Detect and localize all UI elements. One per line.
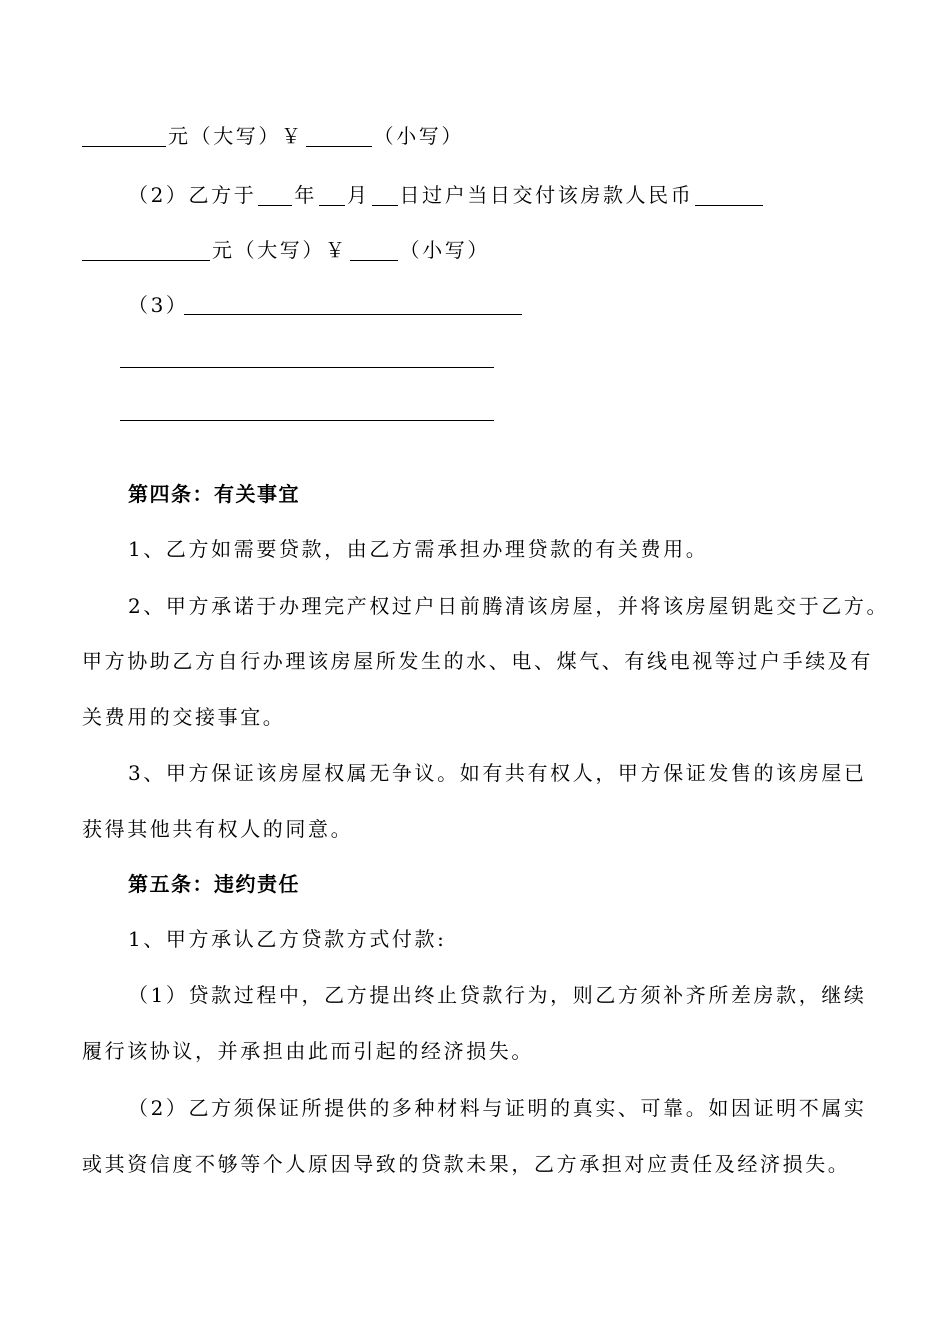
section-4-item-2b: 甲方协助乙方自行办理该房屋所发生的水、电、煤气、有线电视等过户手续及有 (82, 649, 873, 673)
blank-rmb (695, 185, 763, 206)
payment-line-3 (82, 238, 490, 262)
blank-amount (82, 126, 166, 147)
section-5-item-1: 1、甲方承认乙方贷款方式付款: (128, 927, 447, 951)
blank-line-3a (184, 314, 522, 315)
blank-line-3b (120, 367, 494, 368)
amount-label-digits: （小写） (373, 124, 465, 148)
blank-line-3c (120, 420, 494, 421)
blank-month (319, 185, 345, 206)
section-4-title: 第四条：有关事宜 (128, 482, 300, 506)
section-5-sub-1a: （1）贷款过程中，乙方提出终止贷款行为，则乙方须补齐所差房款，继续 (128, 983, 867, 1007)
blank-amount-2 (82, 240, 210, 261)
month-label: 月 (346, 183, 370, 207)
section-4-item-2a: 2、甲方承诺于办理完产权过户日前腾清该房屋，并将该房屋钥匙交于乙方。 (128, 594, 890, 618)
payment-2-label: （2）乙方于 (128, 183, 257, 207)
amount-label-caps: 元（大写）￥ (168, 124, 304, 148)
payment-2-text: 日过户当日交付该房款人民币 (399, 183, 694, 207)
payment-line-2 (128, 183, 765, 207)
section-5-sub-2a: （2）乙方须保证所提供的多种材料与证明的真实、可靠。如因证明不属实 (128, 1096, 867, 1120)
amount-label-digits-2: （小写） (399, 238, 491, 262)
payment-line-4 (128, 293, 189, 317)
blank-year (258, 185, 292, 206)
amount-label-caps-2: 元（大写）￥ (212, 238, 348, 262)
payment-line-1 (82, 124, 464, 148)
blank-day (372, 185, 398, 206)
blank-amount-digits-2 (350, 240, 398, 261)
year-label: 年 (294, 183, 317, 207)
blank-amount-digits (306, 126, 372, 147)
section-5-title: 第五条：违约责任 (128, 872, 300, 896)
section-4-item-3a: 3、甲方保证该房屋权属无争议。如有共有权人，甲方保证发售的该房屋已 (128, 761, 867, 785)
section-4-item-1: 1、乙方如需要贷款，由乙方需承担办理贷款的有关费用。 (128, 537, 709, 561)
section-4-item-3b: 获得其他共有权人的同意。 (82, 817, 354, 841)
section-5-sub-2b: 或其资信度不够等个人原因导致的贷款未果，乙方承担对应责任及经济损失。 (82, 1152, 851, 1176)
payment-3-label: （3） (128, 293, 189, 317)
section-4-item-2c: 关费用的交接事宜。 (82, 705, 286, 729)
section-5-sub-1b: 履行该协议，并承担由此而引起的经济损失。 (82, 1039, 534, 1063)
